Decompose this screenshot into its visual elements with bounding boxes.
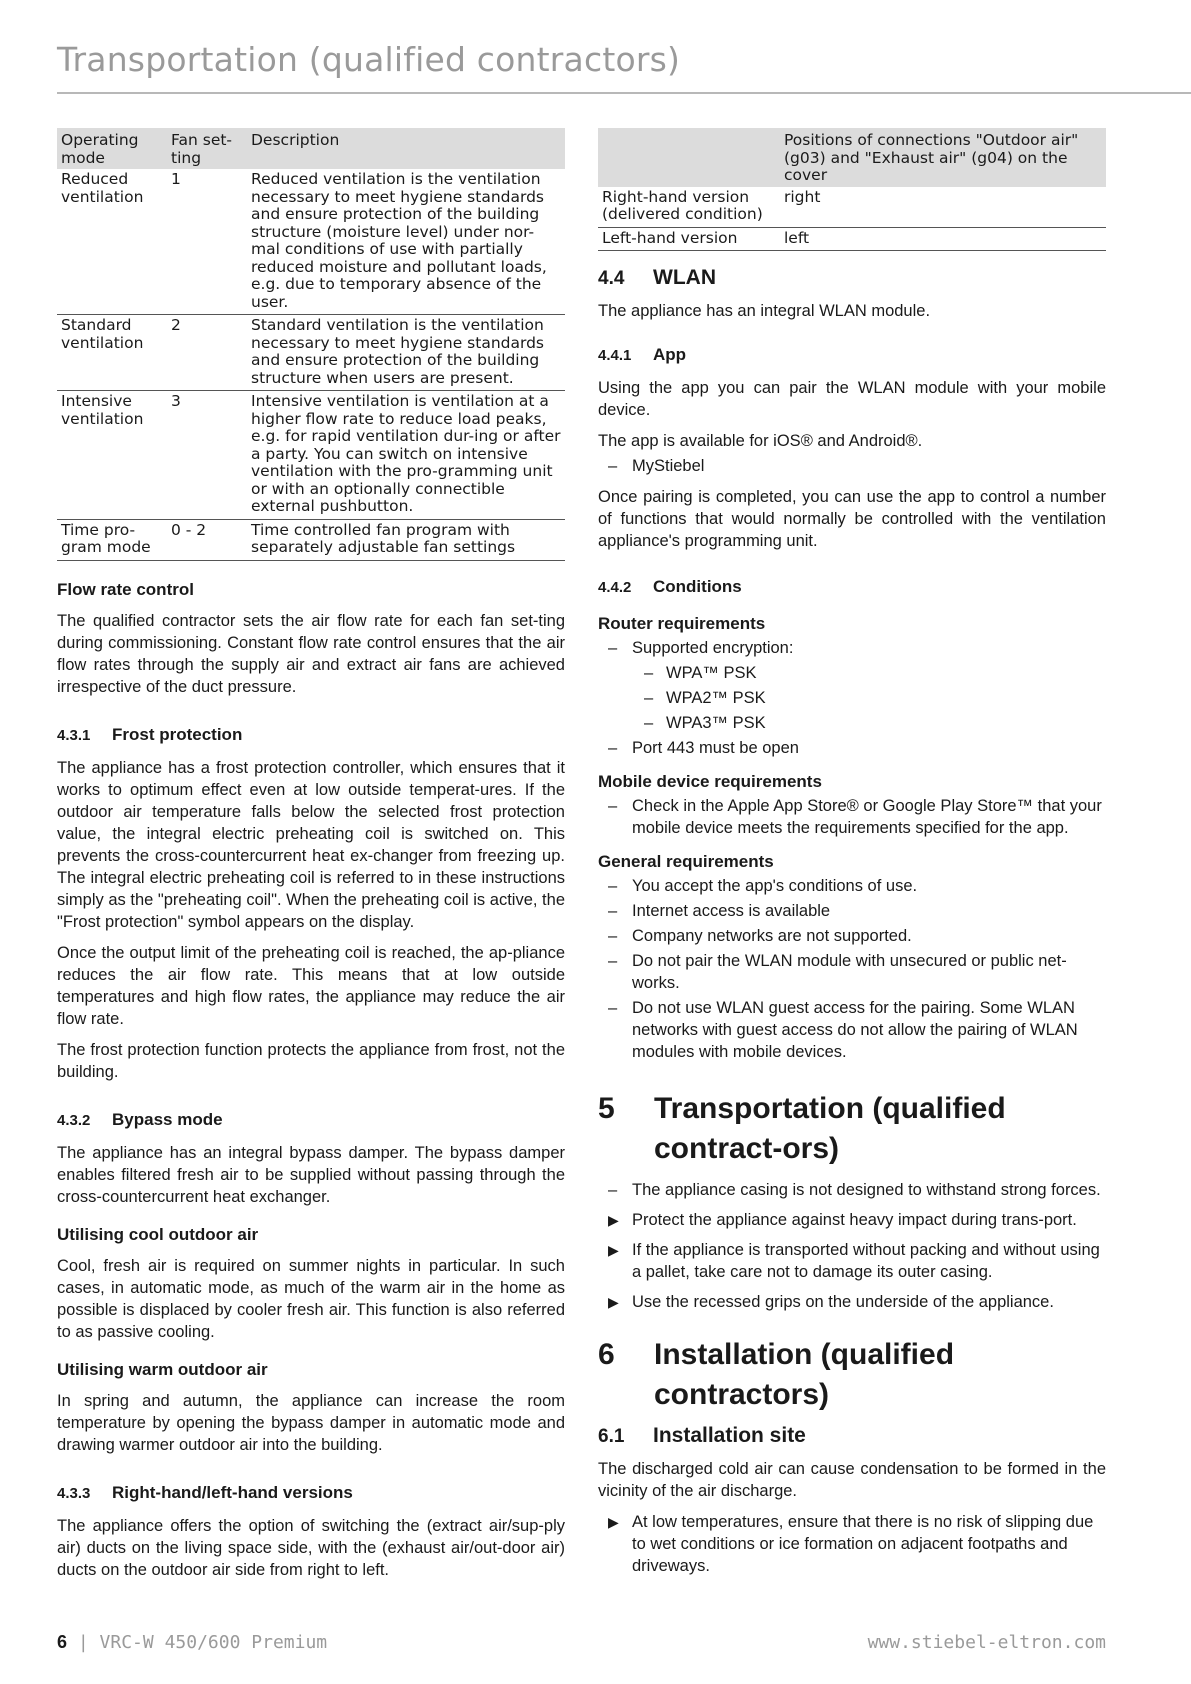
table-cell: right [780,187,1106,228]
section-title: App [653,345,687,364]
installation-site-heading [598,1425,1106,1448]
table-cell: left [780,227,1106,251]
table-cell: Time pro-gram mode [57,519,167,560]
table-cell: Standard ventilation [57,315,167,391]
table-header: Positions of connections "Outdoor air" (g03) and "Exhaust air" (g04) on the cover [780,128,1106,187]
chapter-number: 5 [598,1092,615,1125]
table-row [598,227,1106,251]
table-cell: 1 [167,169,247,315]
footer-separator: | [77,1632,89,1653]
section-number: 4.4.1 [598,347,632,364]
table-cell: Time controlled fan program with separately adjustable fan settings [247,519,565,560]
frost-paragraph: The appliance has a frost protection controller, which ensures that it works to optimum effect even at low outside temperat-ures. If the outdoor air temperature falls below the selected frost protection value, the integral electric preheating coil is switched on. This prevents the cross-countercurrent heat ex-changer from freezing up. The integral electric preheating coil is referred to in these instructions simply as the "preheating coil". When the preheating coil is active, the "Frost protection" symbol appears on the display. [57,758,565,931]
list-item: ▶ Use the recessed grips on the underside of the appliance. [608,1293,1054,1311]
general-heading: General requirements [598,852,774,871]
table-cell: Intensive ventilation [57,391,167,520]
conditions-heading [598,576,1106,599]
page-header-title: Transportation (qualified contractors) [57,40,681,79]
app-paragraph: Using the app you can pair the WLAN module with your mobile device. [598,379,1106,419]
table-cell: 2 [167,315,247,391]
installation-text: The discharged cold air can cause condensation to be formed in the vicinity of the air discharge. [598,1460,1106,1500]
frost-protection-heading [57,724,565,747]
list-item: – WPA3™ PSK [644,714,766,732]
list-item: – You accept the app's conditions of use. [608,877,918,895]
list-item: – Port 443 must be open [608,739,799,757]
table-cell: Intensive ventilation is ventilation at a higher flow rate to reduce load peaks, e.g. for rapid ventilation dur-ing or after a party. You can switch on intensive ventilation with the pro-gramming unit or with an optionally connectible external pushbutton. [247,391,565,520]
arrow-icon: ▶ [608,1242,619,1258]
table-header: Description [247,128,565,169]
header-divider [57,92,1191,94]
chapter-number: 6 [598,1338,615,1371]
table-cell: Reduced ventilation is the ventilation necessary to meet hygiene standards and ensure protection of the building structure (moisture level) under nor-mal conditions of use with partially reduced moisture and pollutant loads, e.g. due to temporary absence of the user. [247,169,565,315]
table-header-empty [598,128,780,187]
list-item: – Company networks are not supported. [608,927,912,945]
versions-heading [57,1482,565,1505]
router-heading: Router requirements [598,614,766,633]
table-cell: 0 - 2 [167,519,247,560]
footer-left [57,1632,327,1653]
list-item: – MyStiebel [608,457,705,475]
app-list [598,455,1106,477]
page-number: 6 [57,1632,68,1652]
flow-rate-text: The qualified contractor sets the air flow rate for each fan set-ting during commissioning. Constant flow rate control ensures that the air flow rates through the supply air and extract air fans are achieved irrespective of the duct pressure. [57,611,565,696]
installation-list [598,1511,1106,1577]
section-title: Bypass mode [112,1109,223,1129]
table-row [598,187,1106,228]
section-number: 4.4 [598,268,625,289]
list-item: – Do not pair the WLAN module with unsecured or public net-works. [608,952,1067,992]
left-column [57,128,565,1590]
footer-url: www.stiebel-eltron.com [867,1632,1106,1653]
router-list [598,637,1106,759]
flow-rate-heading: Flow rate control [57,579,194,599]
section-title: Right-hand/left-hand versions [112,1482,353,1502]
arrow-icon: ▶ [608,1514,619,1530]
bypass-paragraph: The appliance has an integral bypass damper. The bypass damper enables filtered fresh air to be supplied without passing through the cross-countercurrent heat exchanger. [57,1143,565,1206]
list-item: – Do not use WLAN guest access for the pairing. Some WLAN networks with guest access do not allow the pairing of WLAN modules with mobile devices. [608,999,1078,1061]
list-item: – WPA2™ PSK [644,689,766,707]
frost-paragraph: Once the output limit of the preheating coil is reached, the ap-pliance reduces the air flow rate. This means that at low outside temperatures and high flow rates, the appliance may reduce the air flow rate. [57,943,565,1028]
table-header: Operating mode [57,128,167,169]
versions-text: The appliance offers the option of switching the (extract air/sup-ply air) ducts on the living space side, with the (exhaust air/out-door air) ducts on the outdoor air side from right to left. [57,1516,565,1579]
model-name: VRC-W 450/600 Premium [99,1632,328,1653]
app-heading [598,344,1106,367]
app-paragraph: The app is available for iOS® and Android®. [598,432,923,450]
table-cell: Reduced ventilation [57,169,167,315]
dash-marker: – [608,457,618,475]
frost-paragraph: The frost protection function protects the appliance from frost, not the building. [57,1040,565,1081]
table-cell: Right-hand version (delivered condition) [598,187,780,228]
chapter-title: Installation (qualified contractors) [654,1338,955,1411]
warm-air-heading: Utilising warm outdoor air [57,1359,268,1379]
installation-heading [598,1335,1106,1415]
section-number: 4.3.3 [57,1484,91,1502]
arrow-icon: ▶ [608,1294,619,1310]
wlan-text: The appliance has an integral WLAN module. [598,302,931,320]
list-item: ▶ If the appliance is transported without packing and without using a pallet, take care not to damage its outer casing. [608,1241,1100,1281]
app-paragraph: Once pairing is completed, you can use the app to control a number of functions that would normally be controlled with the ventilation appliance's programming unit. [598,488,1106,550]
list-item: – Supported encryption: [608,639,794,657]
table-header: Fan set-ting [167,128,247,169]
transport-list [598,1179,1106,1313]
table-cell: 3 [167,391,247,520]
bypass-mode-heading [57,1109,565,1132]
list-item: ▶ Protect the appliance against heavy impact during trans-port. [608,1211,1077,1229]
section-title: Conditions [653,577,742,596]
section-number: 4.3.1 [57,726,91,744]
section-number: 4.3.2 [57,1111,91,1129]
table-row [57,169,565,315]
section-number: 4.4.2 [598,579,632,596]
table-row [57,315,565,391]
mobile-list [598,795,1106,839]
list-item: ▶ At low temperatures, ensure that there is no risk of slipping due to wet conditions or ice formation on adjacent footpaths and driveways. [608,1513,1094,1575]
table-row [57,391,565,520]
mobile-heading: Mobile device requirements [598,772,822,791]
cool-air-heading: Utilising cool outdoor air [57,1224,259,1244]
table-cell: Standard ventilation is the ventilation necessary to meet hygiene standards and ensure protection of the building structure when users are present. [247,315,565,391]
list-item: – WPA™ PSK [644,664,757,682]
warm-air-text: In spring and autumn, the appliance can increase the room temperature by opening the bypass damper in automatic mode and drawing warmer outdoor air into the building. [57,1391,565,1454]
fan-settings-table [57,128,565,561]
general-list [598,875,1106,1063]
section-title: Frost protection [112,724,243,744]
list-item: – Check in the Apple App Store® or Google Play Store™ that your mobile device meets the requirements specified for the app. [608,797,1102,837]
section-title: WLAN [653,266,716,289]
transportation-heading [598,1089,1106,1169]
wlan-heading [598,267,1106,290]
arrow-icon: ▶ [608,1212,619,1228]
table-row [57,519,565,560]
connection-positions-table [598,128,1106,251]
right-column [598,128,1106,1586]
list-item: – Internet access is available [608,902,831,920]
cool-air-text: Cool, fresh air is required on summer nights in particular. In such cases, in automatic mode, as much of the warm air in the home as possible is displaced by cooler fresh air. This function is also referred to as passive cooling. [57,1256,565,1341]
section-number: 6.1 [598,1426,625,1447]
table-cell: Left-hand version [598,227,780,251]
section-title: Installation site [653,1424,806,1447]
list-item: – The appliance casing is not designed to withstand strong forces. [608,1181,1101,1199]
chapter-title: Transportation (qualified contract-ors) [654,1092,1006,1165]
